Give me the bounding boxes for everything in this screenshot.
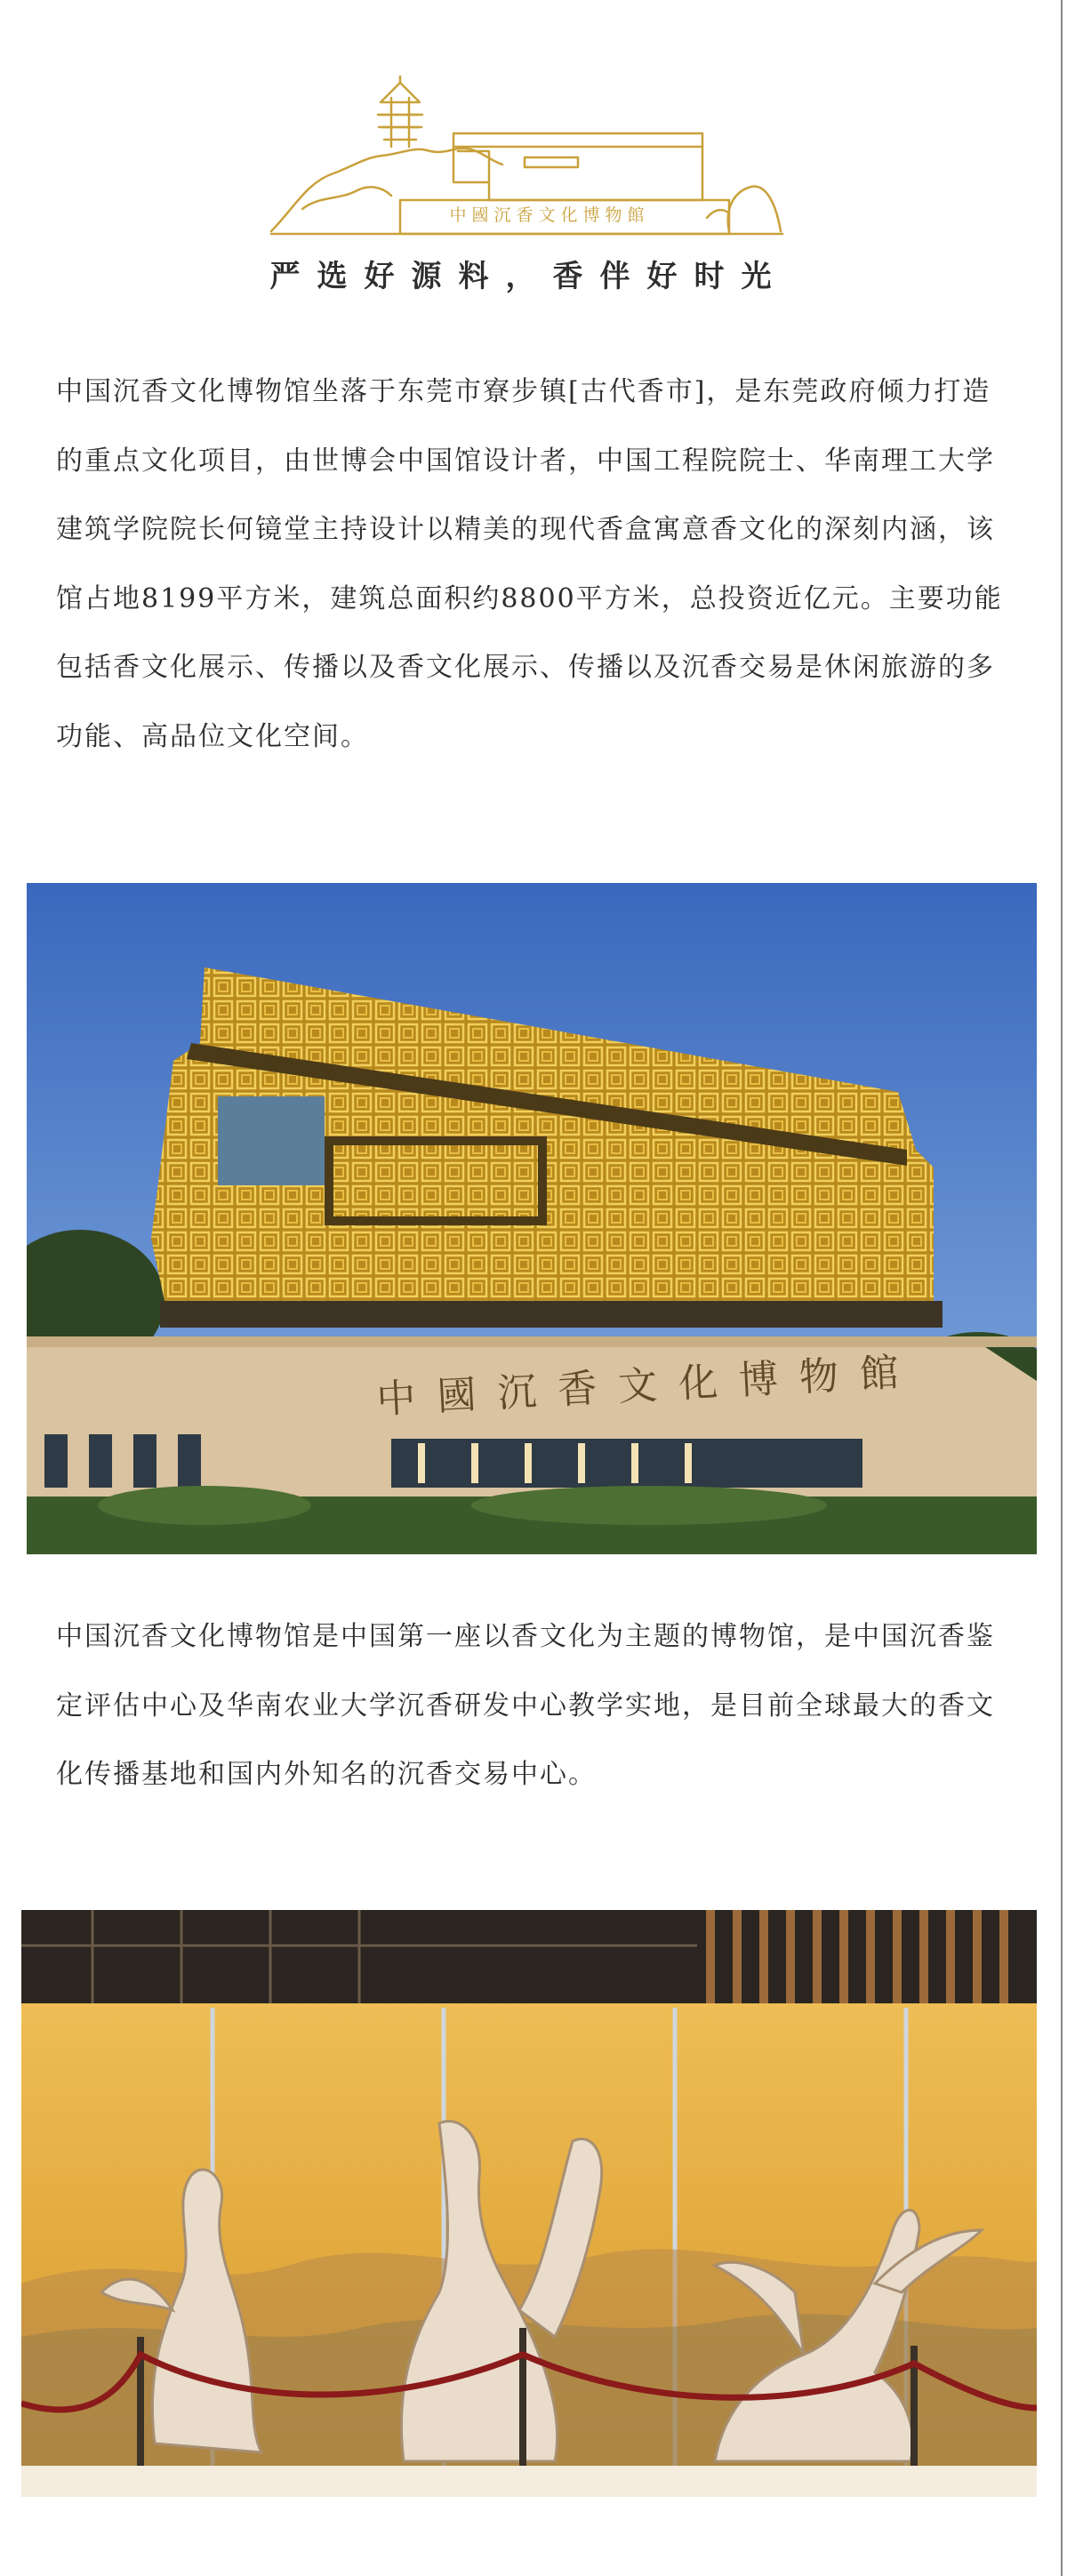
intro-paragraph: 中国沉香文化博物馆坐落于东莞市寮步镇[古代香市]，是东莞政府倾力打造的重点文化项目，由世博会中国馆设计者，中国工程院院士、华南理工大学建筑学院院长何镜堂主持设计以精美的现代香盒寓意香文化的深刻内涵，该馆占地8199平方米，建筑总面积约8800平方米，总投资近亿元。主要功能包括香文化展示、传播以及香文化展示、传播以及沉香交易是休闲旅游的多功能、高品位文化空间。 [56,376,1003,752]
page-right-border [1061,0,1063,2576]
museum-logo [267,76,787,245]
second-paragraph: 中国沉香文化博物馆是中国第一座以香文化为主题的博物馆，是中国沉香鉴定评估中心及华南农业大学沉香研发中心教学实地，是目前全球最大的香文化传播基地和国内外知名的沉香交易中心。 [56,1621,995,1790]
pagoda-logo-icon [267,76,787,245]
museum-building-photo [27,883,1037,1554]
agarwood-exhibit-photo [21,1910,1037,2497]
logo-sign-text: 中國沉香文化博物館 [449,205,650,225]
exhibit-photo-image [21,1910,1037,2497]
slogan: 严选好源料，香伴好时光 [269,259,789,294]
building-facade-sign: 中國沉香文化博物館 [375,1349,922,1423]
building-photo-image [27,883,1037,1554]
